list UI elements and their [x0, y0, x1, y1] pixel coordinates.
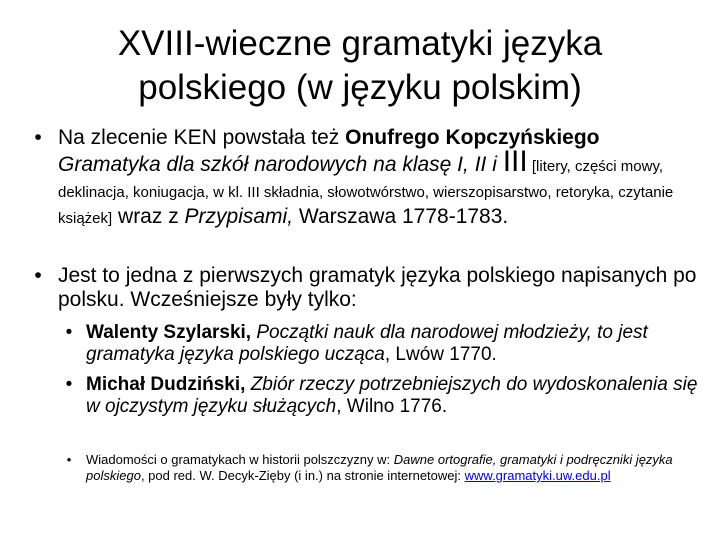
bullet1-book-title-big: III — [502, 145, 528, 178]
bullet-kopczynski — [28, 126, 698, 231]
slide-title — [60, 22, 660, 110]
slide-title-line2: polskiego (w języku polskim) — [138, 68, 582, 107]
sub1-title: Początki nauk dla narodowej młodzieży, to jest gramatyka języka polskiego ucząca — [86, 322, 648, 365]
bullet1-przypisy: Przypisami, — [184, 205, 294, 228]
bullet1-book-title: Gramatyka dla szkół narodowych na klasę I, II i — [58, 153, 503, 176]
bullet-first-grammars — [28, 264, 698, 312]
bullet-dot: • — [66, 452, 72, 467]
slide-title-line1: XVIII-wieczne gramatyki języka — [117, 24, 603, 63]
note-text-b: , pod red. W. Decyk-Zięby (i in.) na stronie internetowej: — [140, 468, 465, 483]
bullet1-author: Onufrego Kopczyńskiego — [345, 126, 600, 149]
bullet1-text-b: wraz z — [112, 205, 185, 228]
sub-bullet-dudzinski — [60, 374, 700, 418]
sub2-rest: , Wilno 1776. — [336, 396, 448, 417]
bullet1-place-year: Warszawa 1778-1783. — [298, 205, 509, 228]
sub2-title: Zbiór rzeczy potrzebniejszych do wydoskonalenia się w ojczystym języku służących — [86, 374, 698, 417]
bullet-dot: • — [65, 374, 73, 395]
note-bullet — [60, 452, 700, 484]
sub-bullet-szylarski — [60, 322, 700, 366]
bullet1-details: [litery, części mowy, deklinacja, koniugacja, w kl. III składnia, słowotwórstwo, wierszopisarstwo, retoryka, czytanie książek] — [58, 158, 674, 227]
note-title: Dawne ortografie, gramatyki i podręczniki języka polskiego — [86, 452, 673, 483]
sub1-author: Walenty Szylarski, — [86, 322, 252, 343]
bullet-dot: • — [34, 264, 42, 287]
bullet-dot: • — [65, 322, 73, 343]
bullet-dot: • — [34, 126, 42, 149]
note-text-a: Wiadomości o gramatykach w historii polszczyzny w: — [86, 452, 394, 467]
sub1-rest: , Lwów 1770. — [384, 344, 497, 365]
note-link[interactable]: www.gramatyki.uw.edu.pl — [464, 468, 611, 483]
sub2-author: Michał Dudziński, — [86, 374, 246, 395]
bullet1-text-a: Na zlecenie KEN powstała też — [58, 126, 346, 149]
bullet2-text: Jest to jedna z pierwszych gramatyk języka polskiego napisanych po polsku. Wcześniejsze były tylko: — [58, 264, 697, 311]
